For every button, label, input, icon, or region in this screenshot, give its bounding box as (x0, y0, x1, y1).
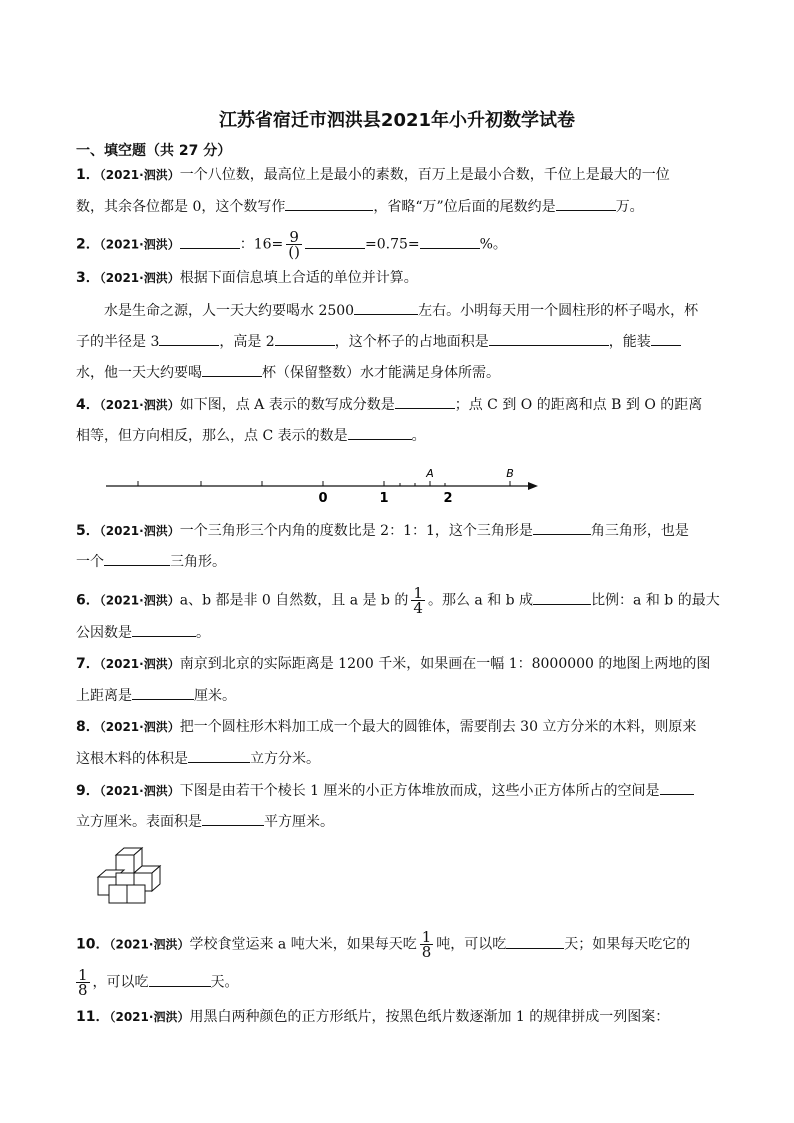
answer-blank[interactable] (533, 590, 591, 605)
question-6-line-2 (76, 622, 210, 643)
answer-blank[interactable] (285, 196, 373, 211)
question-text: 南京到北京的实际距离是 1200 千米，如果画在一幅 1：8000000 的地图上两地的图 (179, 656, 711, 672)
answer-blank[interactable] (651, 331, 681, 346)
question-text: 吨，可以吃 (436, 936, 507, 953)
question-text: 杯（保留整数）水才能满足身体所需。 (262, 365, 500, 381)
answer-blank[interactable] (420, 234, 480, 249)
question-number: 9． (76, 783, 100, 799)
question-1-line-1 (76, 165, 670, 185)
question-1-line-2 (76, 196, 644, 217)
question-text: ，能装 (608, 334, 651, 350)
question-9-line-2 (76, 811, 334, 832)
answer-blank[interactable] (354, 300, 418, 315)
answer-blank[interactable] (506, 934, 564, 949)
question-text: 如下图，点 A 表示的数写成分数是 (179, 397, 395, 413)
question-text: 左右。小明每天用一个圆柱形的杯子喝水，杯 (418, 303, 699, 319)
answer-blank[interactable] (556, 196, 616, 211)
question-source: （2021·泗洪） (99, 657, 180, 671)
question-text: 角三角形，也是 (590, 523, 689, 539)
arrow-head-icon (528, 482, 538, 490)
question-text: 天；如果每天吃它的 (564, 936, 691, 953)
question-source: （2021·泗洪） (109, 937, 190, 952)
answer-blank[interactable] (202, 811, 264, 826)
question-text: 天。 (210, 974, 239, 991)
number-line-figure (100, 462, 550, 510)
question-source: （2021·泗洪） (99, 524, 180, 538)
tick-label-0: 0 (318, 491, 328, 506)
fraction-numerator: 1 (413, 584, 423, 602)
answer-blank[interactable] (275, 331, 335, 346)
question-text: 公因数是 (76, 625, 132, 641)
question-text: ，可以吃 (92, 974, 149, 991)
answer-blank[interactable] (202, 362, 262, 377)
fraction-denominator: () (288, 243, 300, 261)
question-source: （2021·泗洪） (109, 1010, 190, 1024)
question-number: 2． (76, 236, 100, 253)
question-text: 平方厘米。 (264, 814, 334, 830)
tick-label-1: 1 (379, 491, 389, 506)
question-number: 1． (76, 167, 100, 183)
question-text: ；点 C 到 O 的距离和点 B 到 O 的距离 (454, 397, 703, 413)
question-number: 8． (76, 719, 100, 735)
question-text: ，这个杯子的占地面积是 (334, 334, 489, 350)
answer-blank[interactable] (348, 425, 412, 440)
question-5-line-1 (76, 520, 689, 541)
fraction (420, 930, 434, 959)
question-text: 。 (196, 625, 210, 641)
question-text: 水是生命之源，人一天大约要喝水 2500 (104, 303, 355, 319)
cube-stack-figure (96, 845, 166, 909)
answer-blank[interactable] (395, 394, 455, 409)
question-number: 10． (76, 936, 110, 953)
question-4-line-2 (76, 425, 426, 446)
question-text: ：16= (239, 236, 284, 253)
answer-blank[interactable] (132, 685, 194, 700)
question-5-line-2 (76, 551, 226, 572)
question-3-line-1 (76, 268, 418, 288)
question-6-line-1 (76, 586, 720, 615)
answer-blank[interactable] (149, 972, 211, 987)
question-text: 。那么 a 和 b 成 (427, 592, 534, 609)
question-4-line-1 (76, 394, 702, 415)
question-text: 。 (411, 428, 426, 444)
question-source: （2021·泗洪） (99, 398, 180, 412)
question-source: （2021·泗洪） (99, 168, 180, 182)
fraction-numerator: 9 (289, 228, 299, 246)
answer-blank[interactable] (180, 234, 240, 249)
question-source: （2021·泗洪） (99, 593, 180, 608)
answer-blank[interactable] (660, 780, 694, 795)
question-3-line-3 (76, 331, 681, 352)
question-10-line-2 (76, 968, 239, 997)
question-text: %。 (479, 236, 507, 253)
fraction-denominator: 4 (413, 599, 423, 617)
answer-blank[interactable] (305, 234, 365, 249)
question-number: 5． (76, 523, 100, 539)
question-text: 万。 (615, 199, 644, 215)
question-text: 相等，但方向相反，那么，点 C 表示的数是 (76, 428, 348, 444)
question-source: （2021·泗洪） (99, 720, 180, 734)
question-text: 根据下面信息填上合适的单位并计算。 (179, 270, 418, 286)
fraction-numerator: 1 (78, 966, 88, 984)
fraction-denominator: 8 (421, 943, 432, 961)
question-number: 6． (76, 592, 100, 609)
point-label-b: B (506, 467, 514, 480)
answer-blank[interactable] (188, 748, 250, 763)
answer-blank[interactable] (159, 331, 219, 346)
question-8-line-2 (76, 748, 320, 769)
question-text: ，高是 2 (219, 334, 275, 350)
question-text: 把一个圆柱形木料加工成一个最大的圆锥体，需要削去 30 立方分米的木料，则原来 (179, 719, 697, 735)
answer-blank[interactable] (104, 551, 170, 566)
point-label-a: A (426, 467, 434, 480)
question-text: 厘米。 (194, 688, 236, 704)
fraction (76, 968, 90, 997)
question-text: 立方厘米。表面积是 (76, 814, 202, 830)
fraction (286, 230, 302, 259)
question-source: （2021·泗洪） (99, 784, 180, 798)
question-8-line-1 (76, 717, 696, 737)
question-7-line-1 (76, 654, 710, 674)
question-3-line-2 (104, 300, 698, 321)
question-text: 上距离是 (76, 688, 132, 704)
question-11-line-1 (76, 1007, 669, 1027)
section-heading: 一、填空题（共 27 分） (76, 143, 232, 159)
question-number: 7． (76, 656, 100, 672)
question-text: 一个三角形三个内角的度数比是 2：1：1，这个三角形是 (179, 523, 533, 539)
question-7-line-2 (76, 685, 236, 706)
question-text: 这根木料的体积是 (76, 751, 188, 767)
question-number: 3． (76, 270, 100, 286)
fraction-numerator: 1 (421, 928, 432, 946)
question-text: 学校食堂运来 a 吨大米，如果每天吃 (189, 936, 417, 953)
page-title: 江苏省宿迁市泗洪县2021年小升初数学试卷 (218, 110, 576, 131)
question-number: 4． (76, 397, 100, 413)
question-text: =0.75= (364, 236, 420, 253)
question-text: 一个八位数，最高位上是最小的素数，百万上是最小合数，千位上是最大的一位 (179, 167, 670, 183)
question-text: 下图是由若干个棱长 1 厘米的小正方体堆放而成，这些小正方体所占的空间是 (179, 783, 660, 799)
question-10-line-1 (76, 930, 690, 959)
tick-label-2: 2 (443, 491, 453, 506)
question-9-line-1 (76, 780, 694, 801)
question-text: 一个 (76, 554, 104, 570)
question-text: 比例：a 和 b 的最大 (591, 592, 720, 609)
question-text: 数，其余各位都是 0，这个数写作 (76, 199, 286, 215)
fraction-denominator: 8 (78, 981, 88, 999)
answer-blank[interactable] (533, 520, 591, 535)
question-text: 子的半径是 3 (76, 334, 160, 350)
question-number: 11． (76, 1009, 110, 1025)
question-2-line-1 (76, 230, 507, 259)
question-text: ，省略“万”位后面的尾数约是 (373, 199, 556, 215)
question-text: 水，他一天大约要喝 (76, 365, 202, 381)
answer-blank[interactable] (132, 622, 196, 637)
fraction (411, 586, 425, 615)
question-source: （2021·泗洪） (99, 237, 180, 252)
answer-blank[interactable] (489, 331, 609, 346)
question-source: （2021·泗洪） (99, 271, 180, 285)
question-text: 立方分米。 (250, 751, 320, 767)
question-text: a、b 都是非 0 自然数，且 a 是 b 的 (179, 592, 409, 609)
question-text: 三角形。 (170, 554, 226, 570)
question-3-line-4 (76, 362, 500, 383)
question-text: 用黑白两种颜色的正方形纸片，按黑色纸片数逐渐加 1 的规律拼成一列图案： (189, 1009, 670, 1025)
